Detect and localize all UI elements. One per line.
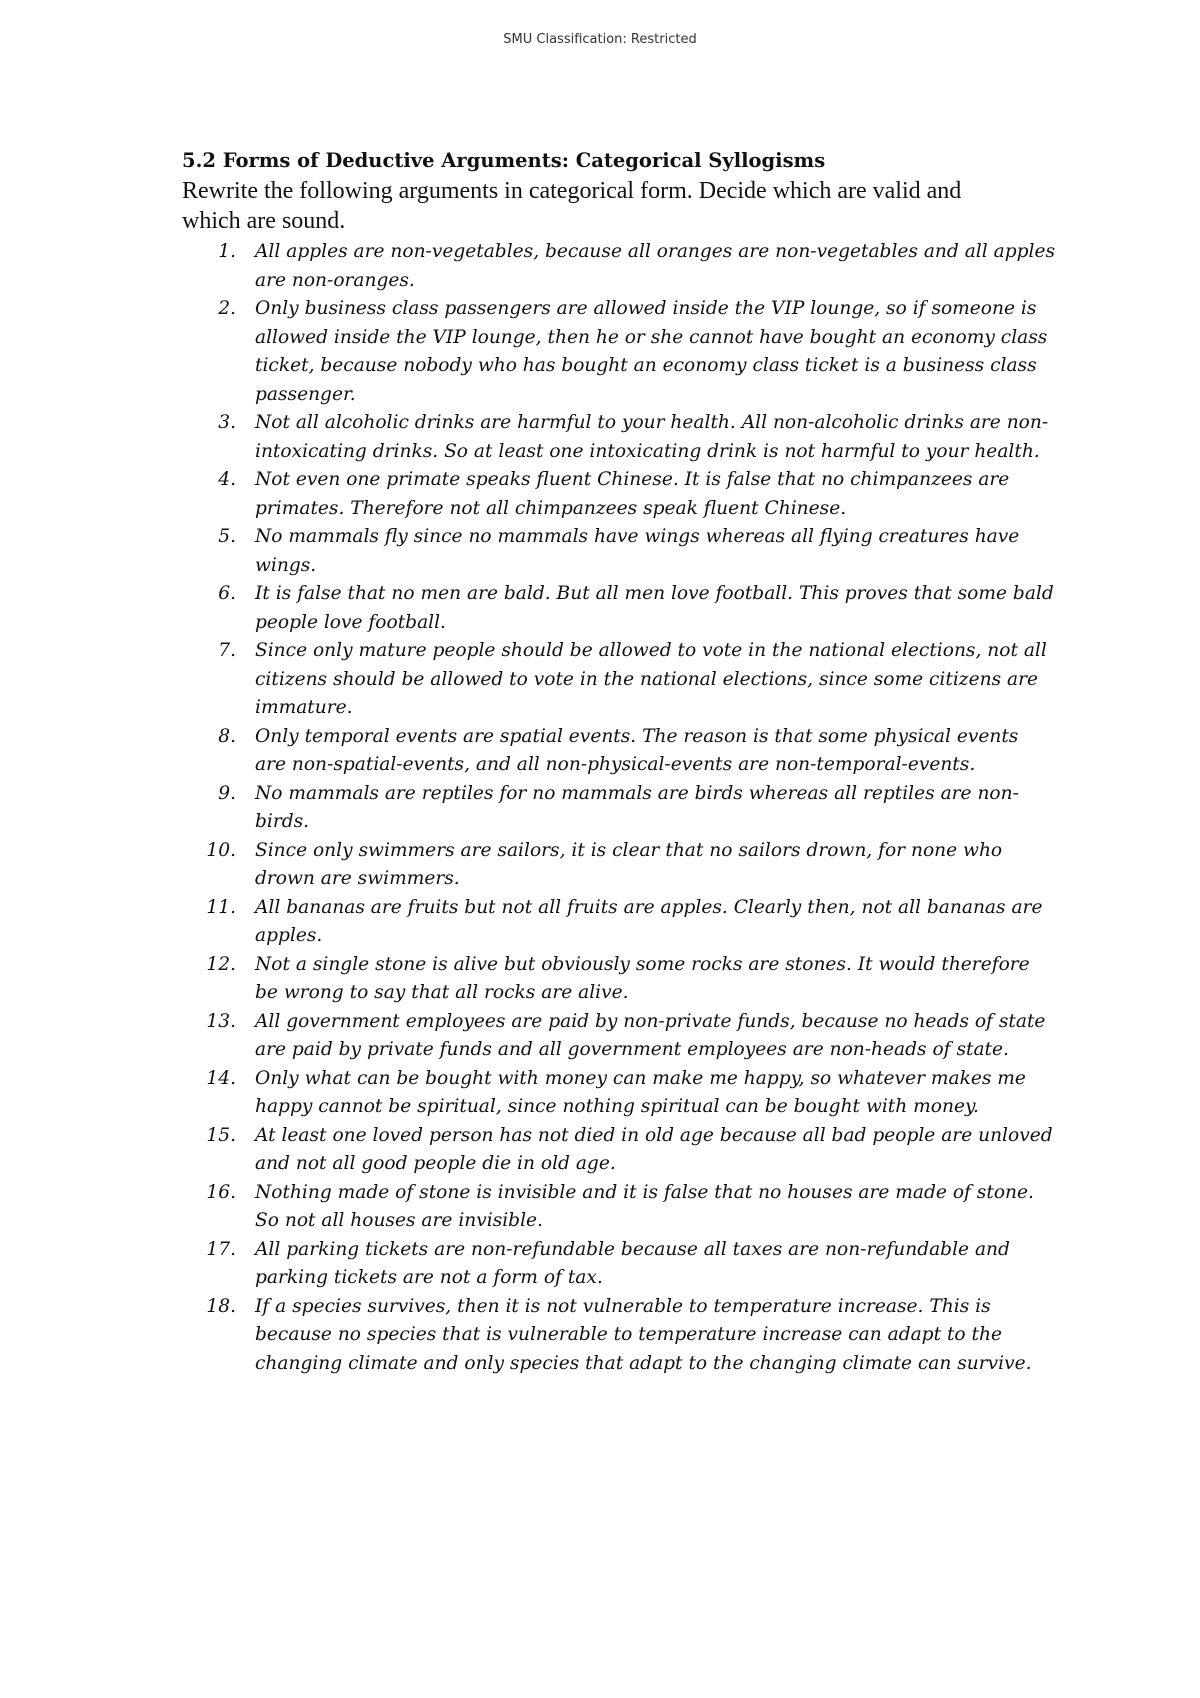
exercise-number: 12.: [206, 953, 236, 975]
exercise-item-9: [182, 780, 1055, 837]
exercise-number: 4.: [218, 469, 236, 490]
exercise-number: 10.: [206, 839, 236, 861]
exercise-number: 13.: [206, 1010, 236, 1032]
section-heading: 5.2 Forms of Deductive Arguments: Categorical Syllogisms: [182, 149, 826, 172]
exercise-list: [182, 238, 1055, 1378]
exercise-item-15: [182, 1122, 1055, 1179]
exercise-item-13: [182, 1008, 1055, 1065]
exercise-text: No mammals are reptiles for no mammals are birds whereas all reptiles are non-birds.: [255, 782, 1019, 832]
exercise-item-10: [182, 837, 1055, 894]
exercise-text: All parking tickets are non-refundable because all taxes are non-refundable and parking tickets are not a form of tax.: [255, 1238, 1010, 1288]
exercise-item-6: [182, 580, 1055, 637]
exercise-text: At least one loved person has not died in old age because all bad people are unloved and not all good people die in old age.: [255, 1124, 1053, 1174]
exercise-text: It is false that no men are bald. But all men love football. This proves that some bald people love football.: [255, 583, 1054, 633]
exercise-number: 18.: [206, 1295, 236, 1317]
exercise-item-17: [182, 1236, 1055, 1293]
exercise-number: 1.: [218, 241, 236, 262]
document-body: [182, 146, 1055, 1378]
exercise-item-11: [182, 894, 1055, 951]
exercise-item-18: [182, 1293, 1055, 1379]
exercise-item-4: [182, 466, 1055, 523]
exercise-text: Not a single stone is alive but obviously some rocks are stones. It would therefore be wrong to say that all rocks are alive.: [255, 953, 1030, 1003]
exercise-number: 7.: [218, 640, 236, 661]
exercise-number: 17.: [206, 1238, 236, 1260]
classification-header: SMU Classification: Restricted: [503, 32, 697, 47]
exercise-text: Only what can be bought with money can make me happy, so whatever makes me happy cannot be spiritual, since nothing spiritual can be bought with money.: [255, 1067, 1026, 1117]
exercise-text: Not even one primate speaks fluent Chinese. It is false that no chimpanzees are primates. Therefore not all chimpanzees speak fluent Chinese.: [255, 469, 1010, 519]
exercise-number: 2.: [218, 298, 236, 319]
exercise-number: 5.: [218, 526, 236, 547]
exercise-text: Only temporal events are spatial events. The reason is that some physical events are non-spatial-events, and all non-physical-events are non-temporal-events.: [255, 725, 1019, 775]
exercise-text: All government employees are paid by non-private funds, because no heads of state are paid by private funds and all government employees are non-heads of state.: [255, 1010, 1046, 1060]
exercise-text: Not all alcoholic drinks are harmful to your health. All non-alcoholic drinks are non-intoxicating drinks. So at least one intoxicating drink is not harmful to your health.: [255, 412, 1049, 462]
exercise-text: Only business class passengers are allowed inside the VIP lounge, so if someone is allowed inside the VIP lounge, then he or she cannot have bought an economy class ticket, because nobody who has bought an economy class ticket is a business class passenger.: [255, 298, 1048, 405]
exercise-item-14: [182, 1065, 1055, 1122]
exercise-number: 3.: [218, 412, 236, 433]
exercise-number: 9.: [218, 782, 236, 804]
exercise-item-3: [182, 409, 1055, 466]
exercise-text: If a species survives, then it is not vulnerable to temperature increase. This is because no species that is vulnerable to temperature increase can adapt to the changing climate and only species that adapt to the changing climate can survive.: [255, 1295, 1032, 1374]
exercise-number: 8.: [218, 725, 236, 747]
exercise-number: 15.: [206, 1124, 236, 1146]
exercise-item-5: [182, 523, 1055, 580]
exercise-item-1: [182, 238, 1055, 295]
exercise-item-2: [182, 295, 1055, 409]
exercise-number: 16.: [206, 1181, 236, 1203]
exercise-item-12: [182, 951, 1055, 1008]
exercise-number: 14.: [206, 1067, 236, 1089]
exercise-text: Since only mature people should be allowed to vote in the national elections, not all citizens should be allowed to vote in the national elections, since some citizens are immature.: [255, 640, 1047, 718]
exercise-item-16: [182, 1179, 1055, 1236]
exercise-item-7: [182, 637, 1055, 723]
exercise-text: Since only swimmers are sailors, it is clear that no sailors drown, for none who drown are swimmers.: [255, 839, 1003, 889]
instructions-text: Rewrite the following arguments in categorical form. Decide which are valid and which are sound.: [182, 178, 962, 234]
exercise-text: All apples are non-vegetables, because all oranges are non-vegetables and all apples are non-oranges.: [255, 241, 1055, 291]
exercise-text: Nothing made of stone is invisible and it is false that no houses are made of stone. So not all houses are invisible.: [255, 1181, 1034, 1231]
exercise-number: 6.: [218, 583, 236, 604]
exercise-text: All bananas are fruits but not all fruits are apples. Clearly then, not all bananas are apples.: [255, 896, 1043, 946]
exercise-number: 11.: [206, 896, 236, 918]
exercise-text: No mammals fly since no mammals have wings whereas all flying creatures have wings.: [255, 526, 1020, 576]
exercise-item-8: [182, 723, 1055, 780]
